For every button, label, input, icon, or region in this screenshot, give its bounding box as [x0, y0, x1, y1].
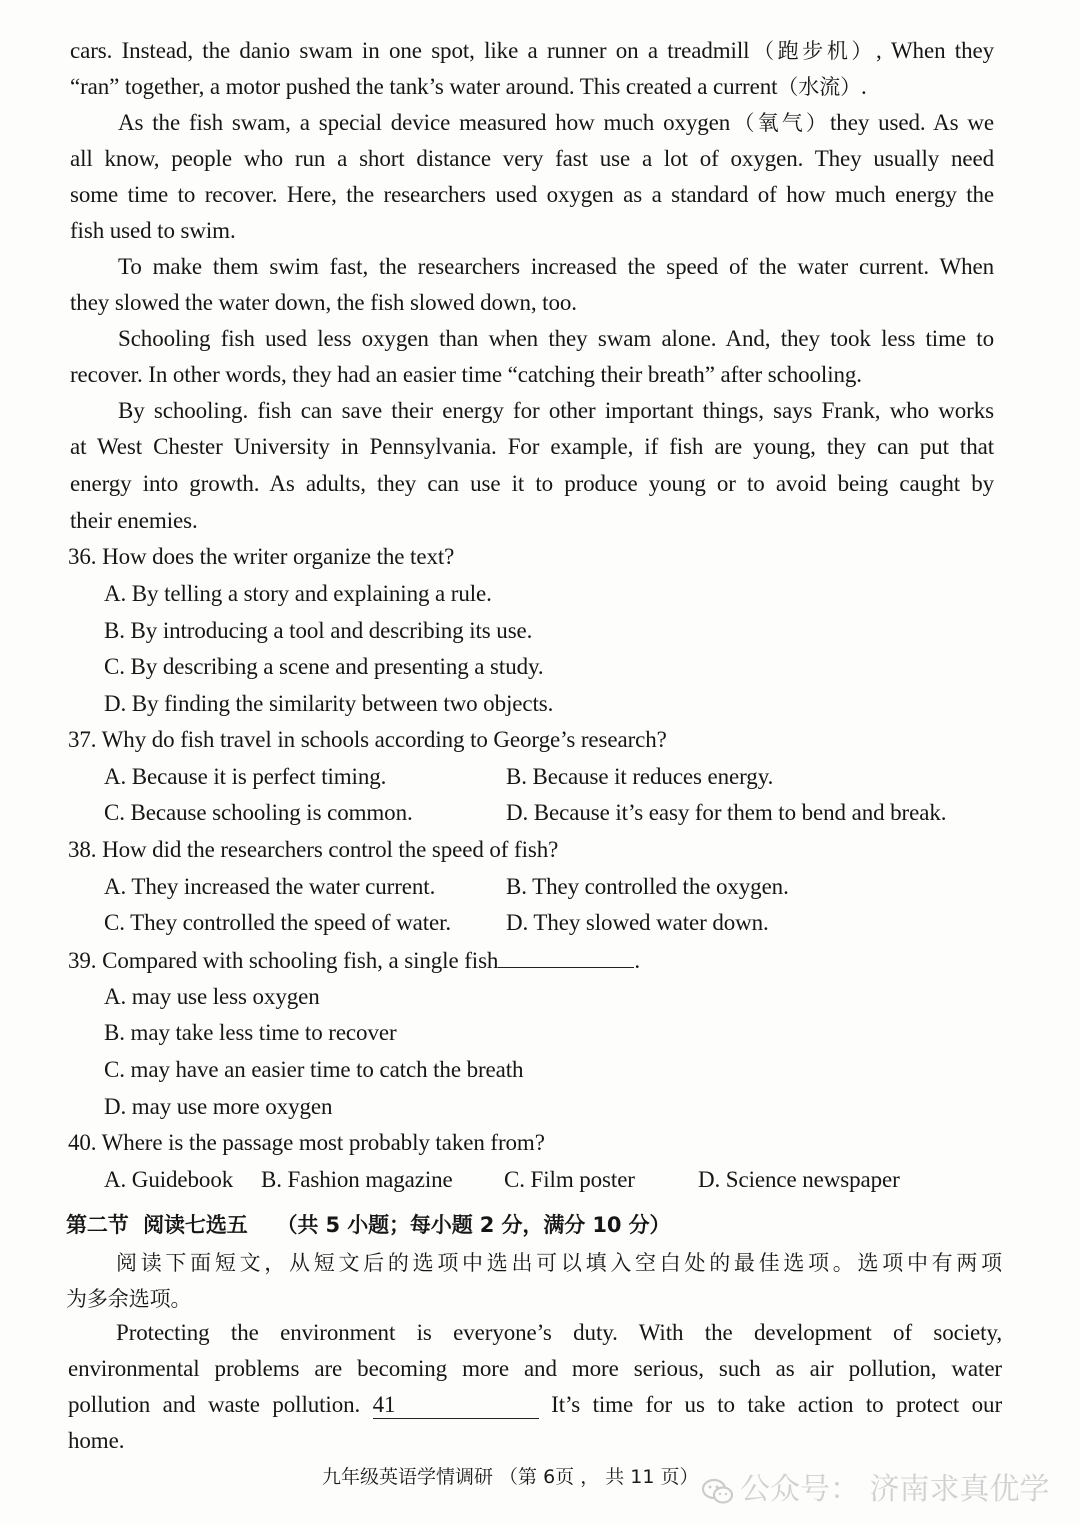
passage-text: It’s time for us to take action to protect our: [551, 1392, 1003, 1417]
passage-line-1: [70, 36, 994, 66]
question-36-option-a: A. By telling a story and explaining a rule.: [104, 581, 492, 606]
passage-gloss: （跑步机）: [749, 39, 876, 63]
question-37-option-a: A. Because it is perfect timing.: [104, 764, 387, 789]
cloze-passage-line-4: home.: [68, 1428, 125, 1453]
question-37-option-d: D. Because it’s easy for them to bend and break.: [506, 800, 947, 825]
question-text: .: [634, 948, 640, 973]
question-40-option-b: B. Fashion magazine: [261, 1167, 453, 1192]
passage-gloss: （水流）: [777, 75, 862, 99]
question-37-option-c: C. Because schooling is common.: [104, 800, 413, 825]
question-39-option-d: D. may use more oxygen: [104, 1094, 333, 1119]
passage-text: As the fish swam, a special device measured how much oxygen: [118, 110, 731, 135]
passage-line-14: their enemies.: [70, 508, 198, 533]
passage-line-7: To make them swim fast, the researchers increased the speed of the water current. When: [118, 254, 994, 279]
question-39-option-b: B. may take less time to recover: [104, 1020, 397, 1045]
passage-line-3: [118, 108, 994, 138]
passage-line-12: at West Chester University in Pennsylvania. For example, if fish are young, they can put that: [70, 434, 994, 459]
passage-text: , When they: [875, 38, 994, 63]
cloze-passage-line-2: environmental problems are becoming more and more serious, such as air pollution, water: [68, 1356, 1002, 1381]
watermark-text: 公众号： 济南求真优学: [740, 1472, 1050, 1507]
cloze-passage-line-1: Protecting the environment is everyone’s duty. With the development of society,: [116, 1320, 1002, 1345]
watermark: [702, 1470, 1050, 1510]
blank-41: 41: [373, 1392, 539, 1419]
question-text: 39. Compared with schooling fish, a single fish: [68, 948, 499, 973]
passage-line-9: Schooling fish used less oxygen than when they swam alone. And, they took less time to: [118, 326, 994, 351]
question-36-option-b: B. By introducing a tool and describing its use.: [104, 618, 533, 643]
passage-line-4: all know, people who run a short distance very fast use a lot of oxygen. They usually need: [70, 146, 994, 171]
answer-blank: [498, 945, 634, 968]
passage-line-11: By schooling. fish can save their energy for other important things, says Frank, who works: [118, 398, 994, 423]
question-37-option-b: B. Because it reduces energy.: [506, 764, 774, 789]
passage-line-2: [70, 72, 867, 102]
passage-text: pollution and waste pollution.: [68, 1392, 361, 1417]
question-40-option-a: A. Guidebook: [104, 1167, 234, 1192]
passage-line-13: energy into growth. As adults, they can use it to produce young or to avoid being caught by: [70, 471, 994, 496]
passage-text: .: [861, 74, 867, 99]
question-39-stem: [68, 945, 640, 976]
section-heading: 第二节 阅读七选五 （共 5 小题；每小题 2 分，满分 10 分）: [66, 1213, 671, 1237]
page-footer: 九年级英语学情调研 （第 6页 ， 共 11 页）: [322, 1466, 699, 1488]
question-38-option-a: A. They increased the water current.: [104, 874, 436, 899]
cloze-passage-line-3: [68, 1390, 1002, 1420]
question-39-option-a: A. may use less oxygen: [104, 984, 320, 1009]
question-40-option-d: D. Science newspaper: [698, 1167, 900, 1192]
passage-text: cars. Instead, the danio swam in one spot, like a runner on a treadmill: [70, 38, 750, 63]
passage-line-6: fish used to swim.: [70, 218, 236, 243]
question-38-option-c: C. They controlled the speed of water.: [104, 910, 452, 935]
question-36-option-d: D. By finding the similarity between two objects.: [104, 691, 554, 716]
wechat-icon: [702, 1477, 734, 1505]
question-40-option-c: C. Film poster: [504, 1167, 635, 1192]
question-38-stem: 38. How did the researchers control the speed of fish?: [68, 837, 559, 862]
question-40-stem: 40. Where is the passage most probably taken from?: [68, 1130, 545, 1155]
section-instruction-2: 为多余选项。: [66, 1287, 192, 1311]
question-36-stem: 36. How does the writer organize the text?: [68, 544, 455, 569]
passage-text: “ran” together, a motor pushed the tank’s water around. This created a current: [70, 74, 778, 99]
passage-text: they used. As we: [830, 110, 995, 135]
question-38-option-d: D. They slowed water down.: [506, 910, 769, 935]
passage-gloss: （氧气）: [730, 111, 831, 135]
question-37-stem: 37. Why do fish travel in schools according to George’s research?: [68, 727, 667, 752]
question-36-option-c: C. By describing a scene and presenting a study.: [104, 654, 544, 679]
passage-line-8: they slowed the water down, the fish slowed down, too.: [70, 290, 577, 315]
section-instruction-1: 阅读下面短文，从短文后的选项中选出可以填入空白处的最佳选项。选项中有两项: [116, 1251, 1002, 1275]
passage-line-10: recover. In other words, they had an easier time “catching their breath” after schooling.: [70, 362, 862, 387]
question-39-option-c: C. may have an easier time to catch the breath: [104, 1057, 524, 1082]
passage-line-5: some time to recover. Here, the researchers used oxygen as a standard of how much energy the: [70, 182, 994, 207]
question-38-option-b: B. They controlled the oxygen.: [506, 874, 789, 899]
